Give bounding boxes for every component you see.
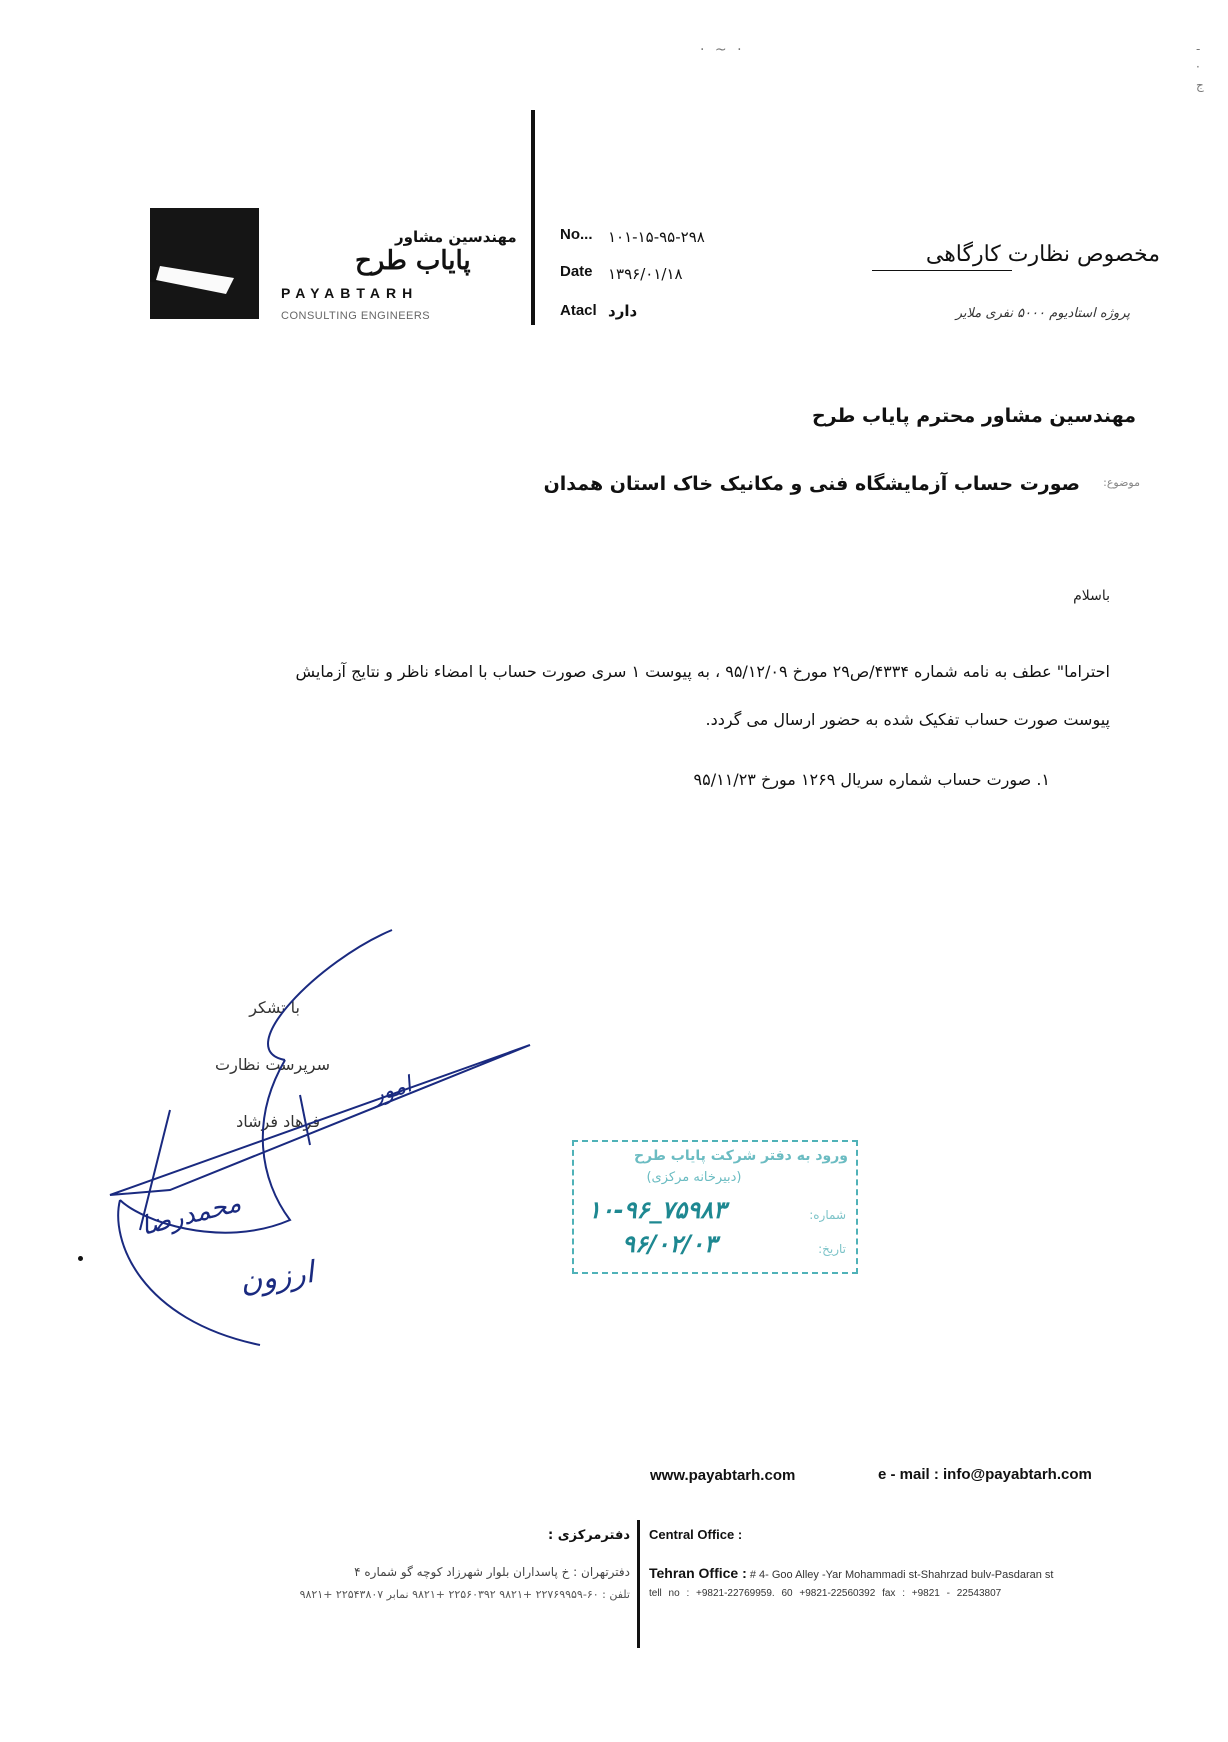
central-office-label-en: Central Office : xyxy=(649,1527,743,1542)
stamp-subtitle: (دبیرخانه مرکزی) xyxy=(646,1170,742,1185)
signer-name: فرهاد فرشاد xyxy=(236,1112,320,1131)
handwritten-note-1: امور xyxy=(369,1072,415,1109)
body-paragraph xyxy=(110,648,1110,744)
stamp-number: ۱۰-۹۶_۷۵۹۸۳ xyxy=(588,1196,726,1224)
attachment-list-item: ۱. صورت حساب شماره سریال ۱۲۶۹ مورخ ۹۵/۱۱/۲۳ xyxy=(693,770,1050,789)
signer-role: سرپرست نظارت xyxy=(215,1055,330,1074)
ref-date-value: ۱۳۹۶/۰۱/۱۸ xyxy=(608,265,683,283)
tel-fa: تلفن : ۶۰-۲۲۷۶۹۹۵۹ +۹۸۲۱ ۲۲۵۶۰۳۹۲ +۹۸۲۱ نمابر ۲۲۵۴۳۸۰۷ +۹۸۲۱ xyxy=(299,1588,630,1601)
company-name-fa-small: مهندسین مشاور xyxy=(395,228,517,246)
email: e - mail : info@payabtarh.com xyxy=(878,1466,1092,1483)
handwritten-note-2: محمدرضا xyxy=(137,1188,245,1242)
scan-mark: - · ج xyxy=(1196,42,1204,92)
tehran-office-label-en: Tehran Office : xyxy=(649,1565,747,1581)
stamp-date: ۹۶/۰۲/۰۳ xyxy=(622,1230,717,1258)
closing: با تشکر xyxy=(249,998,300,1017)
handwritten-signature xyxy=(100,920,560,1380)
department-title: مخصوص نظارت کارگاهی xyxy=(925,242,1160,267)
footer-divider xyxy=(637,1520,640,1648)
header-divider xyxy=(531,110,535,325)
ink-dot xyxy=(78,1256,83,1261)
company-subtitle-en: CONSULTING ENGINEERS xyxy=(281,310,431,322)
central-office-label-fa: دفترمرکزی : xyxy=(548,1528,630,1543)
ref-no-value: ۱۰۱-۱۵-۹۵-۲۹۸ xyxy=(608,228,705,246)
scan-mark: · ~ · xyxy=(700,42,745,58)
ref-attach-label: Atacl xyxy=(560,302,597,319)
registry-stamp xyxy=(572,1140,858,1274)
stamp-number-label: شماره: xyxy=(809,1208,846,1222)
stamp-title: ورود به دفتر شرکت پایاب طرح xyxy=(633,1148,848,1164)
company-name-en: PAYABTARH xyxy=(281,285,419,301)
greeting: باسلام xyxy=(1073,588,1110,604)
body-paragraph-line-2: پیوست صورت حساب تفکیک شده به حضور ارسال می گردد. xyxy=(705,710,1110,729)
handwritten-note-3: ارزون xyxy=(237,1255,316,1300)
tehran-office-en xyxy=(649,1565,1053,1581)
tel-en: tell no : +9821-22769959. 60 +9821-22560392 fax : +9821 - 22543807 xyxy=(649,1588,1002,1599)
body-paragraph-line-1: احتراما" عطف به نامه شماره ۴۳۳۴/ص۲۹ مورخ ۹۵/۱۲/۰۹ ، به پیوست ۱ سری صورت حساب با امضاء ناظر و نتایج آزمایش xyxy=(295,662,1110,681)
tehran-office-fa: دفترتهران : خ پاسداران بلوار شهرزاد کوچه گو شماره ۴ xyxy=(354,1565,630,1579)
stamp-date-label: تاریخ: xyxy=(818,1242,846,1256)
addressee: مهندسین مشاور محترم پایاب طرح xyxy=(811,405,1136,427)
company-name-fa: پایاب طرح xyxy=(355,246,471,276)
website: www.payabtarh.com xyxy=(650,1467,796,1484)
ref-attach-value: دارد xyxy=(608,302,638,320)
project-name: پروژه استادیوم ۵۰۰۰ نفری ملایر xyxy=(955,306,1130,321)
ref-no-label: No... xyxy=(560,226,593,243)
tehran-address-en: # 4- Goo Alley -Yar Mohammadi st-Shahrzad bulv-Pasdaran st xyxy=(749,1569,1054,1581)
ref-date-label: Date xyxy=(560,263,593,280)
subject-label: موضوع: xyxy=(1103,476,1140,489)
company-logo xyxy=(150,208,259,319)
department-underline xyxy=(872,270,1012,271)
subject: صورت حساب آزمایشگاه فنی و مکانیک خاک استان همدان xyxy=(543,473,1080,495)
